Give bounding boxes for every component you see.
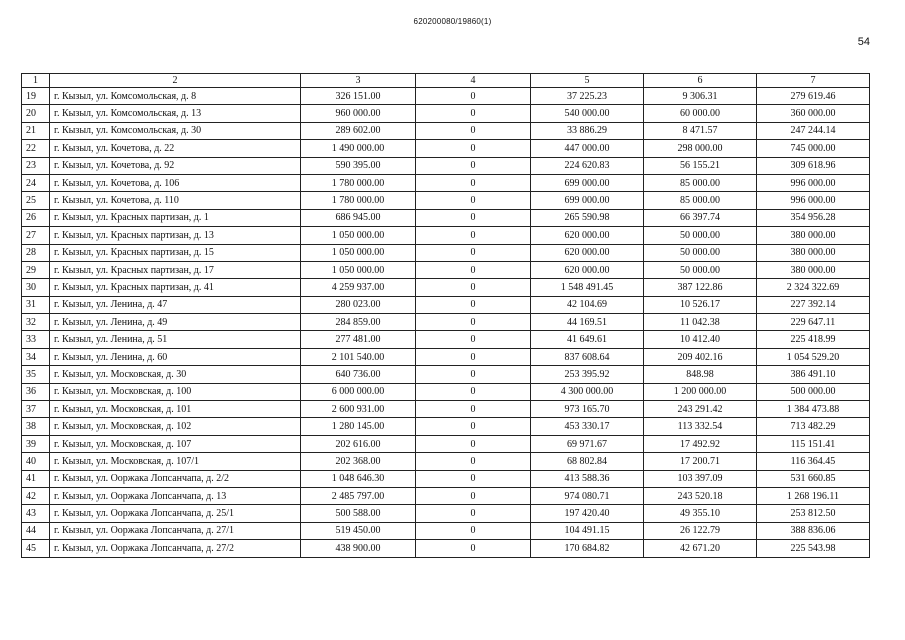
cell-row-number: 30 — [22, 279, 50, 296]
cell-address: г. Кызыл, ул. Кочетова, д. 106 — [50, 174, 301, 191]
table-body — [22, 74, 870, 558]
cell-row-number: 32 — [22, 314, 50, 331]
cell-row-number: 21 — [22, 122, 50, 139]
cell-col-7-value: 996 000.00 — [757, 174, 870, 191]
cell-address: г. Кызыл, ул. Кочетова, д. 22 — [50, 140, 301, 157]
cell-col-7-value: 360 000.00 — [757, 105, 870, 122]
cell-col-3-value: 326 151.00 — [301, 88, 416, 105]
header-cell-6: 6 — [644, 74, 757, 88]
header-cell-2: 2 — [50, 74, 301, 88]
cell-col-6-value: 49 355.10 — [644, 505, 757, 522]
table-row — [22, 453, 870, 470]
cell-col-5-value: 37 225.23 — [531, 88, 644, 105]
cell-col-5-value: 540 000.00 — [531, 105, 644, 122]
cell-col-3-value: 1 780 000.00 — [301, 174, 416, 191]
table-row — [22, 192, 870, 209]
header-cell-7: 7 — [757, 74, 870, 88]
table-row — [22, 244, 870, 261]
cell-col-6-value: 42 671.20 — [644, 540, 757, 557]
cell-col-6-value: 50 000.00 — [644, 261, 757, 278]
cell-col-7-value: 388 836.06 — [757, 522, 870, 539]
cell-col-3-value: 1 050 000.00 — [301, 227, 416, 244]
cell-col-5-value: 974 080.71 — [531, 487, 644, 504]
cell-row-number: 31 — [22, 296, 50, 313]
cell-address: г. Кызыл, ул. Красных партизан, д. 41 — [50, 279, 301, 296]
cell-col-6-value: 66 397.74 — [644, 209, 757, 226]
cell-row-number: 24 — [22, 174, 50, 191]
cell-row-number: 27 — [22, 227, 50, 244]
cell-col-4-value: 0 — [416, 540, 531, 557]
cell-address: г. Кызыл, ул. Ооржака Лопсанчапа, д. 13 — [50, 487, 301, 504]
cell-col-7-value: 386 491.10 — [757, 366, 870, 383]
cell-col-7-value: 309 618.96 — [757, 157, 870, 174]
cell-col-3-value: 2 101 540.00 — [301, 348, 416, 365]
cell-row-number: 33 — [22, 331, 50, 348]
cell-col-5-value: 620 000.00 — [531, 261, 644, 278]
cell-row-number: 29 — [22, 261, 50, 278]
cell-col-3-value: 277 481.00 — [301, 331, 416, 348]
cell-row-number: 44 — [22, 522, 50, 539]
cell-col-7-value: 1 268 196.11 — [757, 487, 870, 504]
cell-col-5-value: 620 000.00 — [531, 244, 644, 261]
cell-col-3-value: 640 736.00 — [301, 366, 416, 383]
cell-col-6-value: 298 000.00 — [644, 140, 757, 157]
cell-col-6-value: 85 000.00 — [644, 174, 757, 191]
cell-col-5-value: 1 548 491.45 — [531, 279, 644, 296]
table-row — [22, 470, 870, 487]
table-row — [22, 174, 870, 191]
table-row — [22, 157, 870, 174]
cell-col-6-value: 50 000.00 — [644, 227, 757, 244]
cell-col-4-value: 0 — [416, 261, 531, 278]
cell-col-5-value: 104 491.15 — [531, 522, 644, 539]
table-row — [22, 227, 870, 244]
cell-address: г. Кызыл, ул. Красных партизан, д. 1 — [50, 209, 301, 226]
cell-row-number: 40 — [22, 453, 50, 470]
cell-col-4-value: 0 — [416, 348, 531, 365]
cell-col-5-value: 41 649.61 — [531, 331, 644, 348]
cell-col-3-value: 202 616.00 — [301, 435, 416, 452]
cell-col-6-value: 387 122.86 — [644, 279, 757, 296]
cell-col-3-value: 519 450.00 — [301, 522, 416, 539]
cell-col-4-value: 0 — [416, 209, 531, 226]
cell-row-number: 34 — [22, 348, 50, 365]
cell-col-3-value: 686 945.00 — [301, 209, 416, 226]
cell-col-5-value: 42 104.69 — [531, 296, 644, 313]
table-row — [22, 348, 870, 365]
cell-col-5-value: 68 802.84 — [531, 453, 644, 470]
cell-row-number: 37 — [22, 401, 50, 418]
cell-col-5-value: 197 420.40 — [531, 505, 644, 522]
cell-col-7-value: 1 384 473.88 — [757, 401, 870, 418]
cell-col-4-value: 0 — [416, 157, 531, 174]
cell-col-3-value: 6 000 000.00 — [301, 383, 416, 400]
table-row — [22, 487, 870, 504]
cell-col-4-value: 0 — [416, 227, 531, 244]
cell-col-7-value: 115 151.41 — [757, 435, 870, 452]
cell-col-4-value: 0 — [416, 174, 531, 191]
table-row — [22, 331, 870, 348]
cell-col-6-value: 17 492.92 — [644, 435, 757, 452]
cell-col-4-value: 0 — [416, 383, 531, 400]
cell-address: г. Кызыл, ул. Ооржака Лопсанчапа, д. 27/1 — [50, 522, 301, 539]
cell-col-4-value: 0 — [416, 279, 531, 296]
cell-row-number: 26 — [22, 209, 50, 226]
cell-col-5-value: 253 395.92 — [531, 366, 644, 383]
cell-col-4-value: 0 — [416, 401, 531, 418]
cell-col-7-value: 253 812.50 — [757, 505, 870, 522]
document-id: 620200080/19860(1) — [413, 17, 492, 26]
cell-col-6-value: 17 200.71 — [644, 453, 757, 470]
cell-col-4-value: 0 — [416, 314, 531, 331]
cell-col-5-value: 447 000.00 — [531, 140, 644, 157]
cell-row-number: 35 — [22, 366, 50, 383]
cell-col-7-value: 380 000.00 — [757, 227, 870, 244]
cell-col-5-value: 265 590.98 — [531, 209, 644, 226]
cell-col-7-value: 116 364.45 — [757, 453, 870, 470]
cell-col-5-value: 33 886.29 — [531, 122, 644, 139]
cell-row-number: 43 — [22, 505, 50, 522]
cell-col-5-value: 69 971.67 — [531, 435, 644, 452]
page-number: 54 — [857, 36, 870, 48]
header-cell-3: 3 — [301, 74, 416, 88]
cell-col-7-value: 380 000.00 — [757, 244, 870, 261]
cell-col-7-value: 227 392.14 — [757, 296, 870, 313]
cell-col-4-value: 0 — [416, 331, 531, 348]
cell-col-3-value: 590 395.00 — [301, 157, 416, 174]
cell-row-number: 45 — [22, 540, 50, 557]
cell-col-6-value: 85 000.00 — [644, 192, 757, 209]
data-table — [21, 73, 870, 558]
table-row — [22, 435, 870, 452]
cell-col-7-value: 500 000.00 — [757, 383, 870, 400]
cell-col-6-value: 56 155.21 — [644, 157, 757, 174]
cell-address: г. Кызыл, ул. Комсомольская, д. 13 — [50, 105, 301, 122]
cell-col-5-value: 413 588.36 — [531, 470, 644, 487]
cell-address: г. Кызыл, ул. Ленина, д. 49 — [50, 314, 301, 331]
cell-row-number: 28 — [22, 244, 50, 261]
cell-col-5-value: 699 000.00 — [531, 192, 644, 209]
cell-col-3-value: 1 490 000.00 — [301, 140, 416, 157]
table-row — [22, 279, 870, 296]
cell-address: г. Кызыл, ул. Красных партизан, д. 15 — [50, 244, 301, 261]
table-row — [22, 418, 870, 435]
cell-col-4-value: 0 — [416, 453, 531, 470]
cell-row-number: 19 — [22, 88, 50, 105]
cell-address: г. Кызыл, ул. Московская, д. 100 — [50, 383, 301, 400]
table-row — [22, 140, 870, 157]
table-row — [22, 540, 870, 557]
cell-col-3-value: 202 368.00 — [301, 453, 416, 470]
cell-col-7-value: 247 244.14 — [757, 122, 870, 139]
cell-address: г. Кызыл, ул. Красных партизан, д. 17 — [50, 261, 301, 278]
cell-col-7-value: 745 000.00 — [757, 140, 870, 157]
cell-col-5-value: 699 000.00 — [531, 174, 644, 191]
cell-col-4-value: 0 — [416, 366, 531, 383]
cell-address: г. Кызыл, ул. Ленина, д. 51 — [50, 331, 301, 348]
cell-col-6-value: 11 042.38 — [644, 314, 757, 331]
cell-col-5-value: 44 169.51 — [531, 314, 644, 331]
table-row — [22, 383, 870, 400]
cell-col-3-value: 960 000.00 — [301, 105, 416, 122]
cell-col-7-value: 996 000.00 — [757, 192, 870, 209]
cell-row-number: 25 — [22, 192, 50, 209]
cell-col-6-value: 243 291.42 — [644, 401, 757, 418]
cell-col-3-value: 2 600 931.00 — [301, 401, 416, 418]
cell-col-3-value: 280 023.00 — [301, 296, 416, 313]
cell-col-4-value: 0 — [416, 105, 531, 122]
table-row — [22, 105, 870, 122]
table-row — [22, 122, 870, 139]
cell-col-6-value: 60 000.00 — [644, 105, 757, 122]
cell-col-7-value: 1 054 529.20 — [757, 348, 870, 365]
cell-col-7-value: 354 956.28 — [757, 209, 870, 226]
cell-col-5-value: 973 165.70 — [531, 401, 644, 418]
cell-address: г. Кызыл, ул. Московская, д. 101 — [50, 401, 301, 418]
cell-col-3-value: 289 602.00 — [301, 122, 416, 139]
cell-address: г. Кызыл, ул. Ленина, д. 47 — [50, 296, 301, 313]
cell-address: г. Кызыл, ул. Московская, д. 102 — [50, 418, 301, 435]
table-row — [22, 401, 870, 418]
cell-row-number: 20 — [22, 105, 50, 122]
cell-col-6-value: 1 200 000.00 — [644, 383, 757, 400]
cell-address: г. Кызыл, ул. Ооржака Лопсанчапа, д. 25/1 — [50, 505, 301, 522]
table-row — [22, 261, 870, 278]
cell-col-4-value: 0 — [416, 435, 531, 452]
cell-row-number: 23 — [22, 157, 50, 174]
cell-col-6-value: 8 471.57 — [644, 122, 757, 139]
cell-col-3-value: 1 280 145.00 — [301, 418, 416, 435]
cell-col-4-value: 0 — [416, 296, 531, 313]
cell-col-7-value: 225 543.98 — [757, 540, 870, 557]
cell-col-6-value: 26 122.79 — [644, 522, 757, 539]
table-row — [22, 505, 870, 522]
cell-col-4-value: 0 — [416, 522, 531, 539]
cell-address: г. Кызыл, ул. Комсомольская, д. 30 — [50, 122, 301, 139]
cell-col-7-value: 229 647.11 — [757, 314, 870, 331]
cell-address: г. Кызыл, ул. Ооржака Лопсанчапа, д. 2/2 — [50, 470, 301, 487]
cell-col-4-value: 0 — [416, 140, 531, 157]
cell-col-5-value: 4 300 000.00 — [531, 383, 644, 400]
cell-col-3-value: 1 050 000.00 — [301, 244, 416, 261]
cell-row-number: 36 — [22, 383, 50, 400]
cell-row-number: 22 — [22, 140, 50, 157]
table-row — [22, 296, 870, 313]
cell-col-7-value: 2 324 322.69 — [757, 279, 870, 296]
cell-col-4-value: 0 — [416, 192, 531, 209]
cell-col-3-value: 1 050 000.00 — [301, 261, 416, 278]
cell-col-3-value: 1 780 000.00 — [301, 192, 416, 209]
cell-col-3-value: 284 859.00 — [301, 314, 416, 331]
cell-col-6-value: 848.98 — [644, 366, 757, 383]
cell-col-6-value: 113 332.54 — [644, 418, 757, 435]
cell-col-5-value: 224 620.83 — [531, 157, 644, 174]
cell-address: г. Кызыл, ул. Кочетова, д. 92 — [50, 157, 301, 174]
cell-col-7-value: 279 619.46 — [757, 88, 870, 105]
cell-col-6-value: 10 526.17 — [644, 296, 757, 313]
cell-col-6-value: 10 412.40 — [644, 331, 757, 348]
cell-col-4-value: 0 — [416, 418, 531, 435]
cell-col-4-value: 0 — [416, 244, 531, 261]
header-cell-1: 1 — [22, 74, 50, 88]
cell-col-7-value: 225 418.99 — [757, 331, 870, 348]
cell-col-6-value: 50 000.00 — [644, 244, 757, 261]
cell-col-4-value: 0 — [416, 487, 531, 504]
cell-col-5-value: 170 684.82 — [531, 540, 644, 557]
cell-col-3-value: 438 900.00 — [301, 540, 416, 557]
header-cell-4: 4 — [416, 74, 531, 88]
cell-col-7-value: 713 482.29 — [757, 418, 870, 435]
table-row — [22, 209, 870, 226]
cell-col-3-value: 4 259 937.00 — [301, 279, 416, 296]
cell-col-5-value: 837 608.64 — [531, 348, 644, 365]
table-row — [22, 314, 870, 331]
cell-col-6-value: 103 397.09 — [644, 470, 757, 487]
cell-row-number: 39 — [22, 435, 50, 452]
cell-row-number: 38 — [22, 418, 50, 435]
cell-address: г. Кызыл, ул. Московская, д. 30 — [50, 366, 301, 383]
cell-col-4-value: 0 — [416, 505, 531, 522]
header-cell-5: 5 — [531, 74, 644, 88]
cell-address: г. Кызыл, ул. Комсомольская, д. 8 — [50, 88, 301, 105]
cell-col-6-value: 9 306.31 — [644, 88, 757, 105]
cell-address: г. Кызыл, ул. Красных партизан, д. 13 — [50, 227, 301, 244]
cell-col-4-value: 0 — [416, 122, 531, 139]
cell-col-3-value: 2 485 797.00 — [301, 487, 416, 504]
table-row — [22, 88, 870, 105]
cell-col-5-value: 453 330.17 — [531, 418, 644, 435]
table-header-row — [22, 74, 870, 88]
table-row — [22, 366, 870, 383]
cell-col-3-value: 1 048 646.30 — [301, 470, 416, 487]
cell-col-3-value: 500 588.00 — [301, 505, 416, 522]
cell-address: г. Кызыл, ул. Ленина, д. 60 — [50, 348, 301, 365]
cell-address: г. Кызыл, ул. Московская, д. 107 — [50, 435, 301, 452]
cell-col-7-value: 380 000.00 — [757, 261, 870, 278]
cell-col-4-value: 0 — [416, 470, 531, 487]
cell-address: г. Кызыл, ул. Московская, д. 107/1 — [50, 453, 301, 470]
table-row — [22, 522, 870, 539]
cell-col-4-value: 0 — [416, 88, 531, 105]
cell-address: г. Кызыл, ул. Кочетова, д. 110 — [50, 192, 301, 209]
cell-row-number: 42 — [22, 487, 50, 504]
cell-col-5-value: 620 000.00 — [531, 227, 644, 244]
cell-col-6-value: 243 520.18 — [644, 487, 757, 504]
cell-col-7-value: 531 660.85 — [757, 470, 870, 487]
cell-address: г. Кызыл, ул. Ооржака Лопсанчапа, д. 27/2 — [50, 540, 301, 557]
cell-col-6-value: 209 402.16 — [644, 348, 757, 365]
cell-row-number: 41 — [22, 470, 50, 487]
